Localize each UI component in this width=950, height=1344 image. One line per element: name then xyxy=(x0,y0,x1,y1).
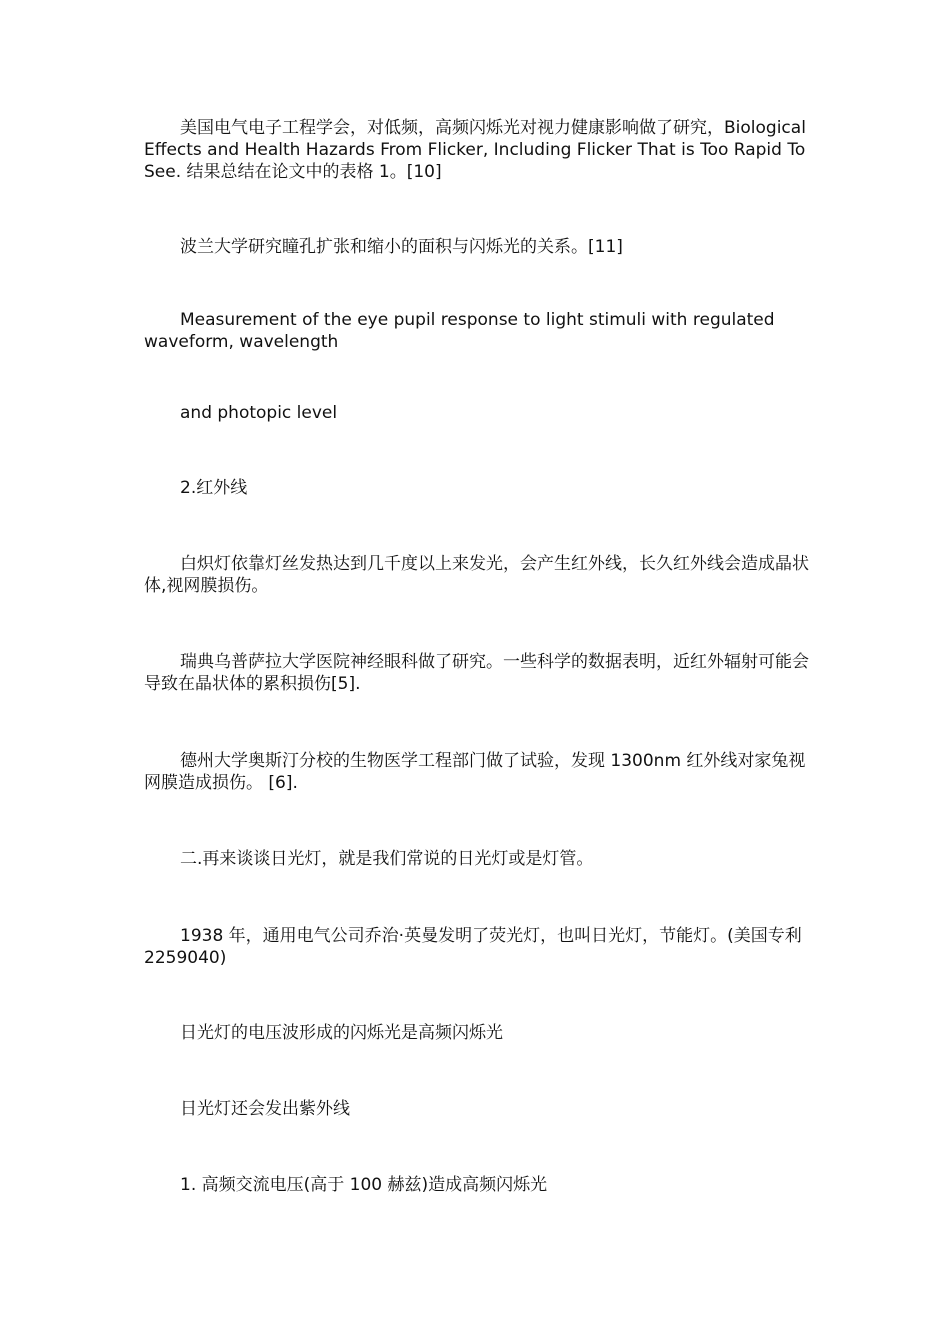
paragraph-poland-pupil-study: 波兰大学研究瞳孔扩张和缩小的面积与闪烁光的关系。[11] xyxy=(180,237,623,257)
section-heading-fluorescent: 二.再来谈谈日光灯，就是我们常说的日光灯或是灯管。 xyxy=(180,849,594,869)
section-heading-infrared: 2.红外线 xyxy=(180,478,248,498)
paragraph-fluorescent-uv: 日光灯还会发出紫外线 xyxy=(180,1099,350,1119)
paragraph-texas-study: 德州大学奥斯汀分校的生物医学工程部门做了试验，发现 1300nm 红外线对家兔视网膜造成损伤。 [6]. xyxy=(144,751,806,793)
paragraph-pupil-measurement-title: Measurement of the eye pupil response to light stimuli with regulated waveform, wavelength xyxy=(144,310,775,352)
paragraph-ieee-flicker-study: 美国电气电子工程学会，对低频，高频闪烁光对视力健康影响做了研究，Biological Effects and Health Hazards From Flicker, Including Flicker That is Too Rapid To See. 结果总结在论文中的表格 1。[10] xyxy=(144,118,806,182)
list-item-high-frequency-ac: 1. 高频交流电压(高于 100 赫兹)造成高频闪烁光 xyxy=(180,1175,548,1195)
paragraph-incandescent-infrared: 白炽灯依靠灯丝发热达到几千度以上来发光，会产生红外线，长久红外线会造成晶状体,视网膜损伤。 xyxy=(144,554,809,596)
paragraph-fluorescent-flicker: 日光灯的电压波形成的闪烁光是高频闪烁光 xyxy=(180,1023,503,1043)
paragraph-uppsala-study: 瑞典乌普萨拉大学医院神经眼科做了研究。一些科学的数据表明，近红外辐射可能会导致在晶状体的累积损伤[5]. xyxy=(144,652,809,694)
paragraph-fluorescent-history: 1938 年，通用电气公司乔治·英曼发明了荧光灯，也叫日光灯，节能灯。(美国专利 2259040) xyxy=(144,926,802,968)
paragraph-photopic-level: and photopic level xyxy=(180,403,338,423)
